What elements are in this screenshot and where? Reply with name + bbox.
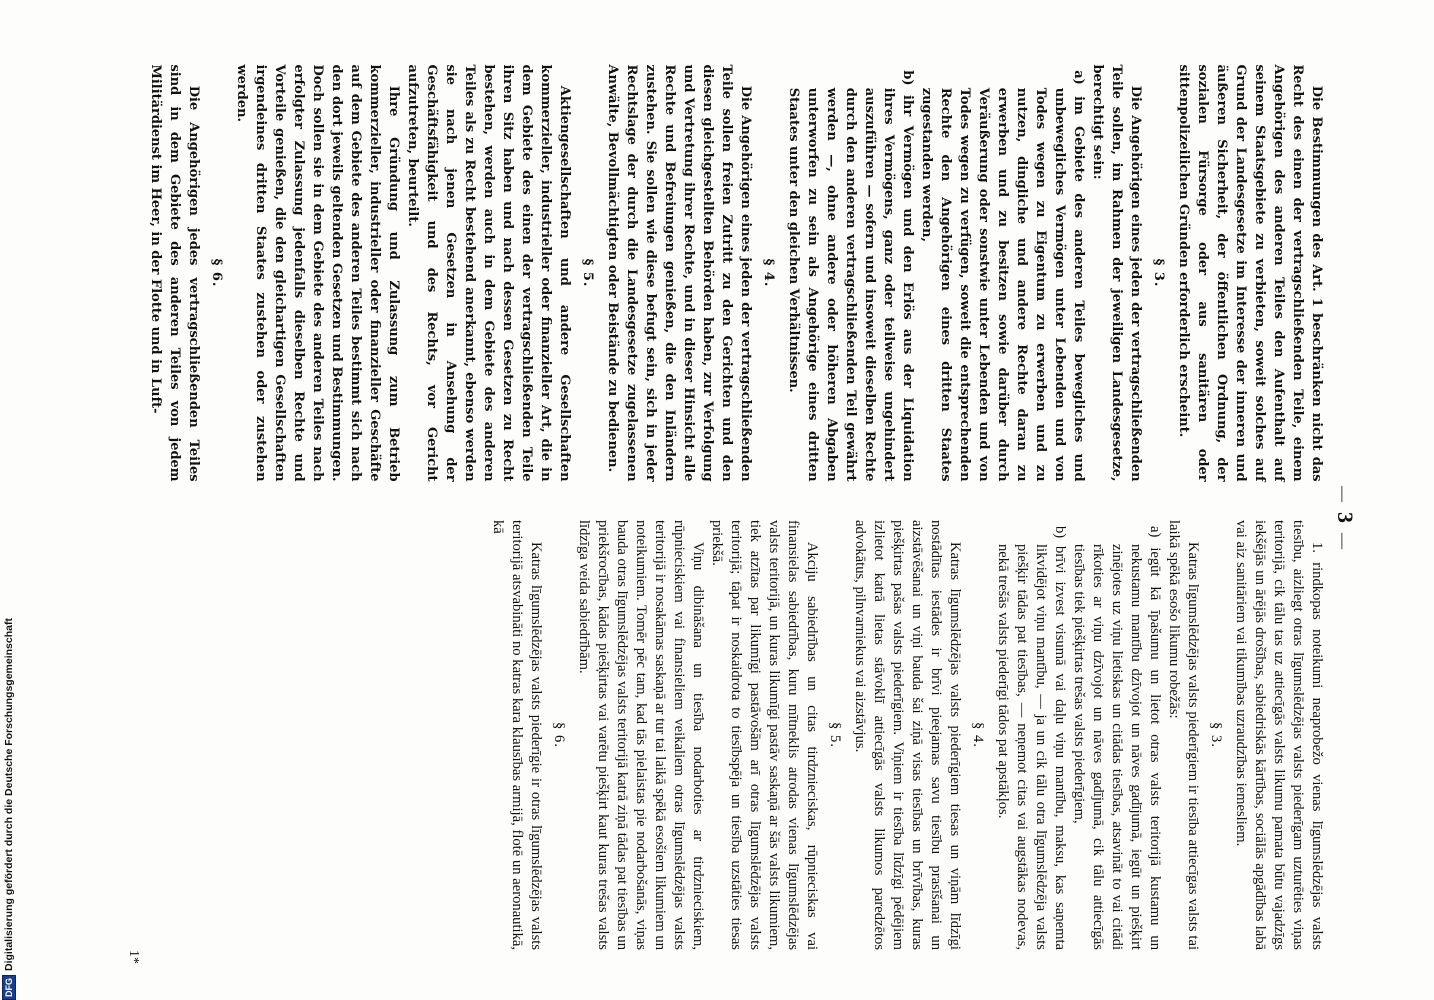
latvian-section-3-text: Katras līgumslēdzējas valsts piederīgiem ir tiesība attiecīgas valsts tai laikā spēkā esošo likumu robežās: <box>1166 520 1201 950</box>
page-number: —3— <box>1333 486 1358 549</box>
rotated-page-content <box>126 0 1358 1000</box>
signature-mark: 1* <box>126 950 141 964</box>
latvian-section-4-text: Katras līgumslēdzējas valsts piederīgiem tiesas un viņām līdzīgi nostādītas iestādes ir brīvi pieejamas savu tiesību prasīšanai un aizstāvēšanai un viņi bauda šai ziņā visas tiesības un brīvības, kuras piešķirtas pašas valsts piederīgiem. Viņiem ir tiesība līdzīgi pēdējiem izlietot katrā lietas stāvoklī attiecīgās valsts likumos paredzētos advokātus, pilnvarniekus vai aizstāvjus. <box>852 520 963 950</box>
german-text-column <box>146 64 1326 481</box>
german-section-4-text: Die Angehörigen eines jeden der vertragschließenden Teile sollen freien Zutritt zu den Gerichten und den diesen gleichgestellten Behörden haben, zur Verfolgung und Vertretung ihrer Rechte, und in dieser Hinsicht alle Rechte und Befreiungen genießen, die den Inländern zustehen. Sie sollen wie diese befugt sein, sich in jeder Rechtslage der durch die Landesgesetze zugelassenen Anwälte, Bevollmächtigten oder Beistände zu bedienen. <box>605 64 754 482</box>
german-section-3-text: Die Angehörigen eines jeden der vertragschließenden Teile sollen, im Rahmen der jeweiligen Landesgesetze, berechtigt sein: <box>1090 64 1144 482</box>
german-section-5-text-1: Aktiengesellschaften und andere Gesellschaften kommerzieller, industrieller oder finanzieller Art, die in dem Gebiete des einen der vertragschließenden Teile ihren Sitz haben und nach dessen Gesetzen zu Recht bestehen, werden auch in dem Gebiete des anderen Teiles als zu Recht bestehend anerkannt, ebenso werden sie nach jenen Gesetzen in Ansehung der Geschäftsfähigkeit und des Rechts, vor Gericht aufzutreten, beurteilt. <box>405 64 573 482</box>
german-section-3-heading: § 3. <box>1151 258 1167 288</box>
latvian-section-5-heading: § 5. <box>827 722 843 748</box>
latvian-section-6-heading: § 6. <box>551 722 567 748</box>
german-section-6-heading: § 6. <box>209 258 225 288</box>
latvian-section-6-text: Katras līgumslēdzējas valsts piederīgie ir otras līgumslēdzējas valsts teritorijā atsvabināti no katras kara klausības armijā, flotē un aeronautikā, kā <box>490 520 544 950</box>
digitization-credit <box>2 600 16 1000</box>
latvian-intro-paragraph: 1. rindkopas noteikumi neaprobežo vienas līgumslēdzējas valsts tiesību, aizliegt otras līgumslēdzējas valsts piederīgam uzturēties viņas teritorijā, cik tālu tas uz attiecīgās valsts likumu pamata būtu vajadzīgs iekšējās un ārējās drošības, sabiedriskās kārtības, sociālās apgādības labā vai aiz sanitāriem vai tikumības uzraudzības iemesliem. <box>1233 520 1325 950</box>
german-section-4-heading: § 4. <box>761 258 777 288</box>
credit-text: Digitalisierung gefördert durch die Deutsche Forschungsgemeinschaft <box>3 618 15 971</box>
german-section-3-item-a: a) im Gebiete des anderen Teiles bewegliches und unbewegliches Vermögen unter Lebenden und von Todes wegen zu Eigentum zu erwerben und zu nutzen, dingliche und andere Rechte daran zu erwerben und zu besitzen sowie darüber durch Veräußerung oder sonstwie unter Lebenden und von Todes wegen zu verfügen, soweit die entsprechenden Rechte den Angehörigen eines dritten Staates zugestanden werden, <box>919 70 1087 482</box>
latvian-text-column <box>488 520 1326 950</box>
german-section-5-text-2: Ihre Gründung und Zulassung zum Betrieb kommerzieller, industrieller oder finanzieller Geschäfte auf dem Gebiete des anderen Teiles bestimmt sich nach den dort jeweils geltenden Gesetzen und Bestimmungen. Doch sollen sie in dem Gebiete des anderen Teiles nach erfolgter Zulassung jedenfalls dieselben Rechte und Vorteile genießen, die den gleichartigen Gesellschaften irgendeines dritten Staates zustehen oder zustehen werden. <box>234 64 402 482</box>
latvian-section-4-heading: § 4. <box>970 722 986 748</box>
dfg-logo-icon: DFG <box>2 975 16 1000</box>
latvian-section-5-text-1: Akciju sabiedrības un citas tirdznieciskas, rūpnieciskas vai finansielas sabiedrības, kuru mītneklis atrodas vienas līgumslēdzējas valsts teritorijā, un kuras likumīgi pastāv saskaņā ar šās valsts likumiem, tiek atzītas par likumīgi pastāvošām arī otras līgumslēdzējas valsts teritorijā; tāpat ir noskaidrota to tiesībspēja un tiesība uzstāties tiesas priekšā. <box>709 520 820 950</box>
latvian-section-3-item-b: b) brīvi izvest visumā vai daļu viņu mantību, maksu, kas saņemta likvidējot viņu mantību, — ja un cik tālu otra līgumslēdzēja valsts piešķir tādas pat tiesības, — neņemot citas vai augstākas nodevas, nekā trešās valsts piederīgi tādos pat apstākļos. <box>995 526 1068 950</box>
german-section-6-text: Die Angehörigen jedes vertragschließenden Teiles sind in dem Gebiete des anderen Teiles von jedem Militärdienst im Heer, in der Flotte und in Luft- <box>148 64 202 482</box>
german-section-5-heading: § 5. <box>580 258 596 288</box>
latvian-section-3-item-a: a) iegūt kā īpašumu un lietot otras valsts teritorijā kustamu un nekustamu mantību dzīvojot un nāves gadījumā, iegūt un piešķirt zinējotes uz viņu lietiskas un citādas tiesības, atsavināt to vai citādi rīkoties ar viņu dzīvojot un nāves gadījumā, cik tālu attiecīgās tiesības tiek piešķirtas trešas valsts piederīgiem, <box>1071 526 1163 950</box>
german-section-3-item-b: b) ihr Vermögen und den Erlös aus der Liquidation ihres Vermögens, ganz oder teilweise ungehindert auszuführen — sofern und insoweit dieselben Rechte durch den anderen vertragschließenden Teil gewährt werden —, ohne andere oder höheren Abgaben unterworfen zu sein als Angehörige eines dritten Staates unter den gleichen Verhältnissen. <box>786 70 916 482</box>
latvian-section-5-text-2: Viņu dibināšana un tiesība nodarboties ar tirdznieciskiem, rūpnieciskiem vai finansieliem veikaliem otras līgumslēdzējas valsts teritorijā ir nosakāmas saskaņā ar tur tai laikā spēkā esošiem likumiem un noteikumiem. Tomēr pēc tam, kad tās pielaistas pie nodarbošanās, viņas bauda otras līgumslēdzējas valsts teritorijā katrā ziņā tādas pat tiesības un priekšrocības, kādas piešķirtas vai varētu piešķirt kaut kuras trešas valsts līdzīga veida sabiedrībām. <box>576 520 706 950</box>
latvian-section-3-heading: § 3. <box>1208 722 1224 748</box>
german-intro-paragraph: Die Bestimmungen des Art. 1 beschränken nicht das Recht des einen der vertragschließenden Teile, einem Angehörigen des anderen Teiles den Aufenthalt auf seinem Staatsgebiete zu verbieten, soweit solches auf Grund der Landesgesetze im Interesse der inneren und äußeren Sicherheit, der öffentlichen Ordnung, der sozialen Fürsorge oder aus sanitären oder sittenpolizeilichen Gründen erforderlich erscheint. <box>1176 64 1325 482</box>
